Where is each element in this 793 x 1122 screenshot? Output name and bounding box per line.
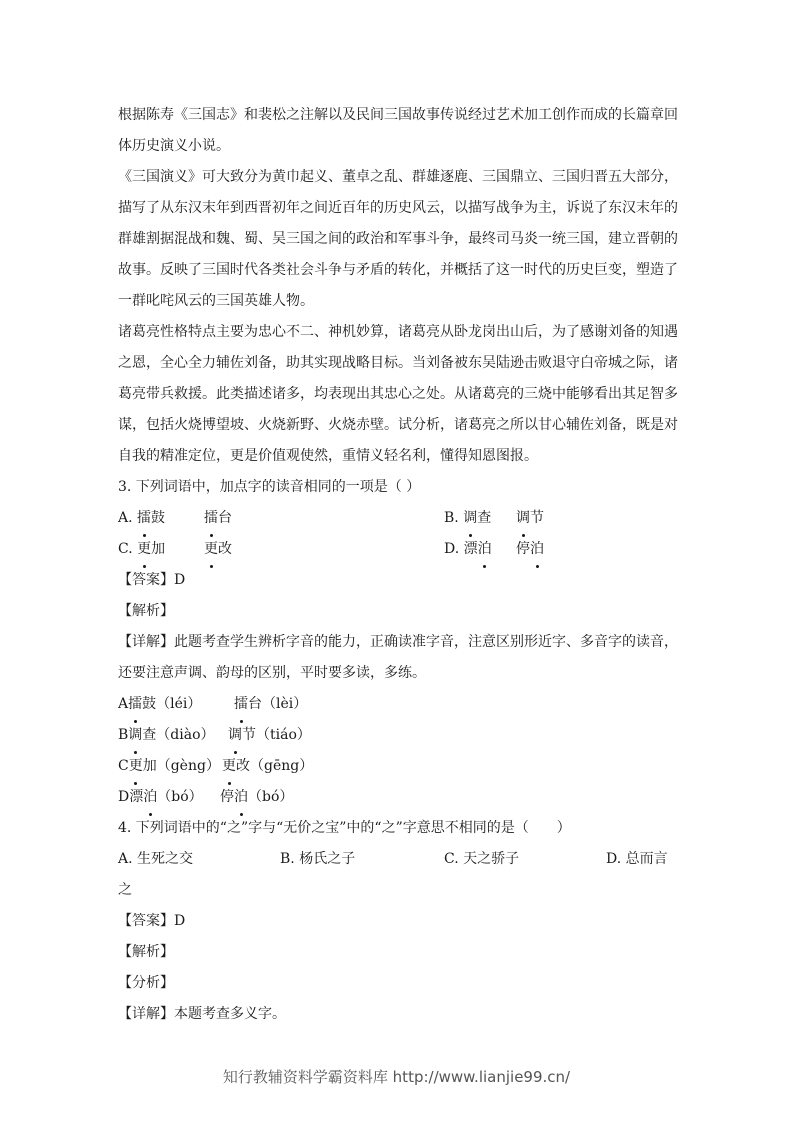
q4-option-d: D. 总而言 [606, 851, 668, 867]
option-c-word-2: 更改 [204, 534, 232, 565]
option-d-word-2: 停泊 [516, 534, 544, 565]
paragraph-intro: 根据陈寿《三国志》和裴松之注解以及民间三国故事传说经过艺术加工创作而成的长篇章回体历史演义小说。 [118, 107, 678, 154]
option-d: D. 漂泊 [444, 534, 492, 565]
question-4-answer: 【答案】D [118, 913, 186, 929]
reading-d: D漂泊（bó） 停泊（bó） [118, 782, 678, 813]
document-body [118, 100, 678, 1030]
question-3-detail: 【详解】此题考查学生辨析字音的能力，正确读准字音，注意区别形近字、多音字的读音，还要注意声调、韵母的区别，平时要多读，多练。 [118, 634, 678, 681]
paragraph-zhuge-liang: 诸葛亮性格特点主要为忠心不二、神机妙算，诸葛亮从卧龙岗出山后，为了感谢刘备的知遇之恩，全心全力辅佐刘备，助其实现战略目标。当刘备被东吴陆逊击败退守白帝城之际，诸葛亮带兵救援。此类描述诸多，均表现出其忠心之处。从诸葛亮的三烧中能够看出其足智多谋，包括火烧博望坡、火烧新野、火烧赤壁。试分析，诸葛亮之所以甘心辅佐刘备，既是对自我的精准定位，更是价值观使然，重情义轻名利，懂得知恩图报。 [118, 324, 678, 464]
question-3-analysis-tag: 【解析】 [118, 603, 174, 619]
q4-option-d-wrap: 之 [118, 882, 132, 898]
q4-option-a: A. 生死之交 [118, 851, 194, 867]
question-3-answer: 【答案】D [118, 572, 186, 588]
question-4-detail: 【详解】本题考查多义字。 [118, 1006, 286, 1022]
question-3-options-row-1 [118, 503, 678, 534]
reading-a: A擂鼓（léi） 擂台（lèi） [118, 689, 678, 720]
paragraph-summary: 《三国演义》可大致分为黄巾起义、董卓之乱、群雄逐鹿、三国鼎立、三国归晋五大部分，描写了从东汉末年到西晋初年之间近百年的历史风云，以描写战争为主，诉说了东汉末年的群雄割据混战和魏、蜀、吴三国之间的政治和军事斗争，最终司马炎一统三国，建立晋朝的故事。反映了三国时代各类社会斗争与矛盾的转化，并概括了这一时代的历史巨变，塑造了一群叱咤风云的三国英雄人物。 [118, 169, 678, 309]
option-b-word-2: 调节 [516, 503, 544, 534]
q4-option-c: C. 天之骄子 [444, 851, 520, 867]
option-a-word-2: 擂台 [204, 503, 232, 534]
q4-option-b: B. 杨氏之子 [280, 851, 356, 867]
option-c: C. 更加 [118, 534, 165, 565]
question-4-stem: 4. 下列词语中的“之”字与“无价之宝”中的“之”字意思不相同的是（ ） [118, 820, 571, 836]
question-3-stem: 3. 下列词语中，加点字的读音相同的一项是（ ） [118, 479, 421, 495]
footer-watermark: 知行教辅资料学霸资料库 http://www.lianjie99.cn/ [222, 1068, 571, 1086]
reading-b: B调查（diào） 调节（tiáo） [118, 720, 678, 751]
question-3-options-row-2 [118, 534, 678, 565]
question-4-analysis-tag: 【解析】 [118, 944, 174, 960]
option-a: A. 擂鼓 [118, 503, 165, 534]
option-b: B. 调查 [444, 503, 491, 534]
question-4-options-row [118, 844, 678, 875]
reading-c: C更加（gèng） 更改（gēng） [118, 751, 678, 782]
question-4-fenxi-tag: 【分析】 [118, 975, 174, 991]
